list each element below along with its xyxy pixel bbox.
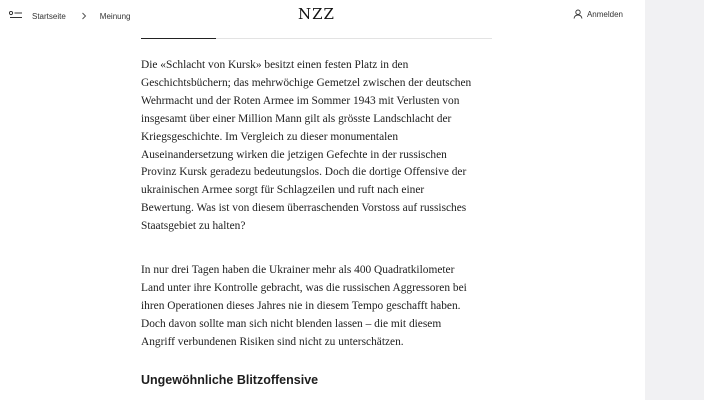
article-paragraph: In nur drei Tagen haben die Ukrainer mehr als 400 Quadratkilometer Land unter ihre Kontrolle gebracht, was die russischen Aggressoren bei ihren Operationen dieses Jahres nie in diesem Tempo geschafft haben. Doch davon sollte man sich nicht blenden lassen – die mit diesem Angriff verbundenen Risiken sind nicht zu unterschätzen. [141, 264, 467, 348]
article-subheading: Ungewöhnliche Blitzoffensive [141, 373, 319, 387]
article-body [141, 57, 501, 352]
section-divider-accent [141, 38, 216, 39]
user-icon [573, 9, 583, 19]
breadcrumb-home-link[interactable]: Startseite [32, 11, 66, 21]
article-paragraph: Die «Schlacht von Kursk» besitzt einen festen Platz in den Geschichtsbüchern; das mehrwöchige Gemetzel zwischen der deutschen Wehrmacht und der Roten Armee im Sommer 1943 mit Verlusten von insgesamt über einer Million Mann gilt als grösste Landschlacht der Kriegsgeschichte. Im Vergleich zu dieser monumentalen Auseinandersetzung wirken die jetzigen Gefechte in der russischen Provinz Kursk geradezu bedeutungslos. Doch die dortige Offensive der ukrainischen Armee sorgt für Schlagzeilen und ruft nach einer Bewertung. Was ist von diesem überraschenden Vorstoss auf russisches Staatsgebiet zu halten? [141, 59, 472, 233]
site-logo[interactable]: NZZ [298, 5, 335, 23]
login-label: Anmelden [586, 9, 623, 19]
login-button[interactable] [573, 9, 623, 19]
site-header [0, 0, 645, 31]
breadcrumb-section-link[interactable]: Meinung [99, 11, 131, 21]
page-gutter [645, 0, 704, 400]
menu-icon[interactable] [9, 11, 23, 21]
section-divider [216, 38, 492, 39]
breadcrumb [9, 9, 130, 23]
chevron-right-icon [80, 12, 88, 20]
